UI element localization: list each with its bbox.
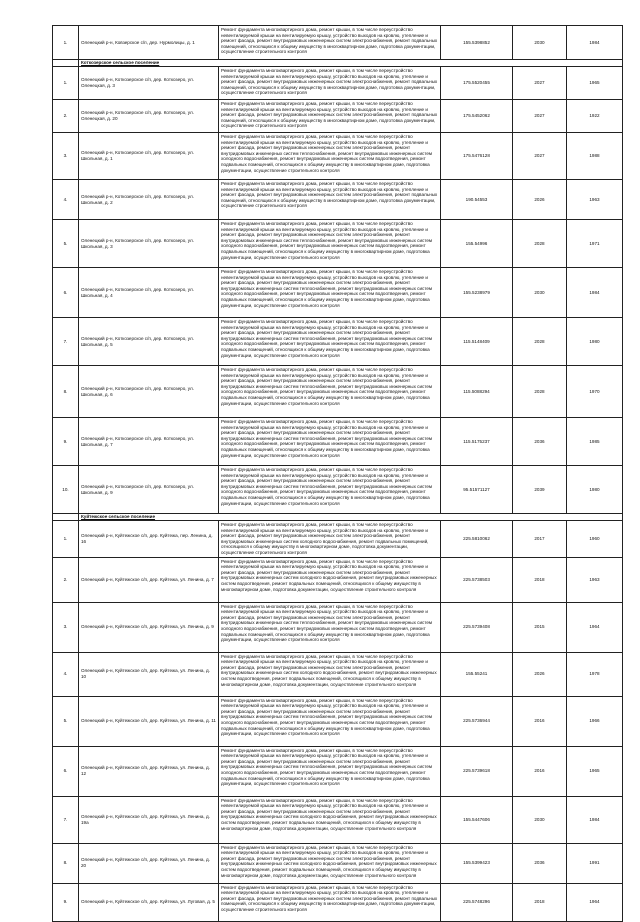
address-cell: Оленецкий р-н, Куйтежское с/п, дер. Куйтежа, ул. Ленина, д. 9 [79,602,219,652]
built-year-cell: 1966 [567,696,623,746]
built-year-cell: 1984 [567,796,623,843]
table-row [53,521,623,558]
table-row [53,602,623,652]
table-body [53,26,623,922]
built-year-cell: 1960 [567,521,623,558]
table-row [53,268,623,318]
cost-cell: 175.5476128 [441,133,513,180]
built-year-cell: 1980 [567,466,623,514]
built-year-cell: 1963 [567,557,623,602]
works-cell: Ремонт фундамента многоквартирного дома, ремонт крыши, в том числе переустройство невентилируемой крыши на вентилируемую крышу, устройство выходов на кровлю, утепление и ремонт фасада, ремонт внутридомовых инженерных систем электроснабжения, ремонт внутридомовых инженерных систем холодного водоснабжения, ремонт подвальных помещений, относящихся к общему имуществу в многоквартирном доме, подготовка документации, осуществление строительного контроля [219,521,441,558]
table-row [53,26,623,60]
works-cell: Ремонт фундамента многоквартирного дома, ремонт крыши, в том числе переустройство невентилируемой крыши на вентилируемую крышу, устройство выходов на кровлю, утепление и ремонт фасада, ремонт внутридомовых инженерных систем электроснабжения, ремонт внутридомовых инженерных систем теплоснабжения, ремонт внутридомовых инженерных систем холодного водоснабжения, ремонт внутридомовых инженерных систем водоотведения, ремонт подвальных помещений, относящихся к общему имуществу в многоквартирном доме, подготовка документации, осуществление строительного контроля [219,696,441,746]
row-number-cell: 1. [53,26,79,60]
table-row [53,67,623,100]
row-number-cell: 7. [53,318,79,366]
cost-cell: 225.5748296 [441,883,513,921]
cost-cell: 155.54996 [441,220,513,268]
section-header-row [53,60,623,67]
address-cell: Оленецкий р-н, Коткозерское с/п, дер. Коткозеро, ул. Школьная, д. 6 [79,366,219,418]
cost-cell: 155.5238979 [441,268,513,318]
table-row [53,318,623,366]
cost-cell: 155.5447606 [441,796,513,843]
year-cell: 2028 [513,366,567,418]
cost-cell: 155.5398852 [441,26,513,60]
works-cell: Ремонт фундамента многоквартирного дома, ремонт крыши, в том числе переустройство невентилируемой крыши на вентилируемую крышу, устройство выходов на кровлю, утепление и ремонт фасада, ремонт внутридомовых инженерных систем электроснабжения, ремонт внутридомовых инженерных систем холодного водоснабжения, ремонт внутридомовых инженерных систем водоотведения, ремонт подвальных помещений, относящихся к общему имуществу в многоквартирном доме, подготовка документации, осуществление строительного контроля [219,843,441,883]
row-number-cell: 6. [53,746,79,796]
built-year-cell: 1980 [567,318,623,366]
cost-cell: 95.51571127 [441,466,513,514]
cost-cell: 225.5739618 [441,746,513,796]
year-cell: 2030 [513,26,567,60]
table-row [53,696,623,746]
address-cell: Оленецкий р-н, Коткозерское с/п, дер. Коткозеро, ул. Школьная, д. 4 [79,268,219,318]
cost-cell: 175.5520455 [441,67,513,100]
year-cell: 2036 [513,418,567,466]
address-cell: Оленецкий р-н, Коткозерское с/п, дер. Коткозеро, ул. Оленецкая, д. 3 [79,67,219,100]
row-number-cell: 4. [53,180,79,220]
built-year-cell: 1985 [567,418,623,466]
cost-cell: 115.5088294 [441,366,513,418]
cost-cell: 225.5810062 [441,521,513,558]
row-number-cell: 2. [53,557,79,602]
table-row [53,883,623,921]
works-cell: Ремонт фундамента многоквартирного дома, ремонт крыши, в том числе переустройство невентилируемой крыши на вентилируемую крышу, устройство выходов на кровлю, утепление и ремонт фасада, ремонт внутридомовых инженерных систем электроснабжения, ремонт внутридомовых инженерных систем теплоснабжения, ремонт внутридомовых инженерных систем холодного водоснабжения, ремонт внутридомовых инженерных систем водоотведения, ремонт подвальных помещений, относящихся к общему имуществу в многоквартирном доме, подготовка документации, осуществление строительного контроля [219,366,441,418]
works-cell: Ремонт фундамента многоквартирного дома, ремонт крыши, в том числе переустройство невентилируемой крыши на вентилируемую крышу, устройство выходов на кровлю, утепление и ремонт фасада, ремонт внутридомовых инженерных систем электроснабжения, ремонт внутридомовых инженерных систем теплоснабжения, ремонт внутридомовых инженерных систем холодного водоснабжения, ремонт внутридомовых инженерных систем водоотведения, ремонт подвальных помещений, относящихся к общему имуществу в многоквартирном доме, подготовка документации, осуществление строительного контроля [219,133,441,180]
table-row [53,557,623,602]
year-cell: 2027 [513,100,567,133]
built-year-cell: 1965 [567,67,623,100]
section-title: Куйтежское сельское поселение [79,514,623,521]
row-number-cell: 1. [53,67,79,100]
address-cell: Оленецкий р-н, Ковзерское с/п, дер. Нурмолицы, д. 1 [79,26,219,60]
works-cell: Ремонт фундамента многоквартирного дома, ремонт крыши, в том числе переустройство невентилируемой крыши на вентилируемую крышу, устройство выходов на кровлю, утепление и ремонт фасада, ремонт внутридомовых инженерных систем электроснабжения, ремонт подвальных помещений, относящихся к общему имуществу в многоквартирном доме, подготовка документации, осуществление строительного контроля [219,67,441,100]
row-number-cell: 1. [53,521,79,558]
built-year-cell: 1984 [567,268,623,318]
year-cell: 2026 [513,180,567,220]
works-cell: Ремонт фундамента многоквартирного дома, ремонт крыши, в том числе переустройство невентилируемой крыши на вентилируемую крышу, устройство выходов на кровлю, утепление и ремонт фасада, ремонт внутридомовых инженерных систем электроснабжения, ремонт подвальных помещений, относящихся к общему имуществу в многоквартирном доме, подготовка документации, осуществление строительного контроля [219,100,441,133]
table-row [53,220,623,268]
row-number-cell: 5. [53,220,79,268]
built-year-cell: 1971 [567,220,623,268]
works-cell: Ремонт фундамента многоквартирного дома, ремонт крыши, в том числе переустройство невентилируемой крыши на вентилируемую крышу, устройство выходов на кровлю, утепление и ремонт фасада, ремонт внутридомовых инженерных систем электроснабжения, ремонт подвальных помещений, относящихся к общему имуществу в многоквартирном доме, подготовка документации, осуществление строительного контроля [219,883,441,921]
row-number-cell: 3. [53,133,79,180]
address-cell: Оленецкий р-н, Куйтежское с/п, дер. Куйтежа, ул. Ленина, д. 20 [79,843,219,883]
cost-cell: 225.5736944 [441,696,513,746]
year-cell: 2039 [513,466,567,514]
section-header-row [53,514,623,521]
row-number-cell: 8. [53,843,79,883]
table-row [53,746,623,796]
year-cell: 2030 [513,268,567,318]
year-cell: 2027 [513,133,567,180]
built-year-cell: 1964 [567,883,623,921]
cost-cell: 155.55241 [441,652,513,696]
year-cell: 2027 [513,67,567,100]
table-row [53,100,623,133]
address-cell: Оленецкий р-н, Куйтежское с/п, дер. Куйтежа, ул. Ленина, д. 11 [79,696,219,746]
address-cell: Оленецкий р-н, Коткозерское с/п, дер. Коткозеро, ул. Школьная, д. 5 [79,318,219,366]
address-cell: Оленецкий р-н, Куйтежское с/п, дер. Куйтежа, пер. Ленина, д. 16 [79,521,219,558]
built-year-cell: 1922 [567,100,623,133]
works-cell: Ремонт фундамента многоквартирного дома, ремонт крыши, в том числе переустройство невентилируемой крыши на вентилируемую крышу, устройство выходов на кровлю, утепление и ремонт фасада, ремонт внутридомовых инженерных систем электроснабжения, ремонт внутридомовых инженерных систем теплоснабжения, ремонт внутридомовых инженерных систем холодного водоснабжения, ремонт внутридомовых инженерных систем водоотведения, ремонт подвальных помещений, относящихся к общему имуществу в многоквартирном доме, подготовка документации, осуществление строительного контроля [219,418,441,466]
year-cell: 2030 [513,796,567,843]
works-cell: Ремонт фундамента многоквартирного дома, ремонт крыши, в том числе переустройство невентилируемой крыши на вентилируемую крышу, устройство выходов на кровлю, утепление и ремонт фасада, ремонт внутридомовых инженерных систем электроснабжения, ремонт подвальных помещений, относящихся к общему имуществу в многоквартирном доме, подготовка документации, осуществление строительного контроля [219,180,441,220]
works-cell: Ремонт фундамента многоквартирного дома, ремонт крыши, в том числе переустройство невентилируемой крыши на вентилируемую крышу, устройство выходов на кровлю, утепление и ремонт фасада, ремонт внутридомовых инженерных систем электроснабжения, ремонт внутридомовых инженерных систем холодного водоснабжения, ремонт внутридомовых инженерных систем водоотведения, ремонт подвальных помещений, относящихся к общему имуществу в многоквартирном доме, подготовка документации, осуществление строительного контроля [219,557,441,602]
row-number-cell: 6. [53,268,79,318]
address-cell: Оленецкий р-н, Куйтежское с/п, дер. Куйтежа, ул. Ленина, д. 12 [79,746,219,796]
address-cell: Оленецкий р-н, Коткозерское с/п, дер. Коткозеро, ул. Школьная, д. 1 [79,133,219,180]
cost-cell: 155.5399423 [441,843,513,883]
built-year-cell: 1970 [567,366,623,418]
built-year-cell: 1991 [567,843,623,883]
table-row [53,466,623,514]
works-cell: Ремонт фундамента многоквартирного дома, ремонт крыши, в том числе переустройство невентилируемой крыши на вентилируемую крышу, устройство выходов на кровлю, утепление и ремонт фасада, ремонт внутридомовых инженерных систем электроснабжения, ремонт подвальных помещений, относящихся к общему имуществу в многоквартирном доме, подготовка документации, осуществление строительного контроля [219,26,441,60]
year-cell: 2028 [513,318,567,366]
cost-cell: 175.5452062 [441,100,513,133]
works-cell: Ремонт фундамента многоквартирного дома, ремонт крыши, в том числе переустройство невентилируемой крыши на вентилируемую крышу, устройство выходов на кровлю, утепление и ремонт фасада, ремонт внутридомовых инженерных систем электроснабжения, ремонт внутридомовых инженерных систем теплоснабжения, ремонт внутридомовых инженерных систем холодного водоснабжения, ремонт внутридомовых инженерных систем водоотведения, ремонт подвальных помещений, относящихся к общему имуществу в многоквартирном доме, подготовка документации, осуществление строительного контроля [219,602,441,652]
works-cell: Ремонт фундамента многоквартирного дома, ремонт крыши, в том числе переустройство невентилируемой крыши на вентилируемую крышу, устройство выходов на кровлю, утепление и ремонт фасада, ремонт внутридомовых инженерных систем электроснабжения, ремонт внутридомовых инженерных систем теплоснабжения, ремонт внутридомовых инженерных систем холодного водоснабжения, ремонт внутридомовых инженерных систем водоотведения, ремонт подвальных помещений, относящихся к общему имуществу в многоквартирном доме, подготовка документации, осуществление строительного контроля [219,466,441,514]
address-cell: Оленецкий р-н, Коткозерское с/п, дер. Коткозеро, ул. Оленецкая, д. 20 [79,100,219,133]
works-cell: Ремонт фундамента многоквартирного дома, ремонт крыши, в том числе переустройство невентилируемой крыши на вентилируемую крышу, устройство выходов на кровлю, утепление и ремонт фасада, ремонт внутридомовых инженерных систем электроснабжения, ремонт внутридомовых инженерных систем холодного водоснабжения, ремонт внутридомовых инженерных систем водоотведения, ремонт подвальных помещений, относящихся к общему имуществу в многоквартирном доме, подготовка документации, осуществление строительного контроля [219,796,441,843]
built-year-cell: 1984 [567,26,623,60]
row-number-cell: 7. [53,796,79,843]
year-cell: 2015 [513,602,567,652]
built-year-cell: 1988 [567,133,623,180]
row-number-cell: 10. [53,466,79,514]
section-number-cell [53,514,79,521]
table-row [53,366,623,418]
address-cell: Оленецкий р-н, Коткозерское с/п, дер. Коткозеро, ул. Школьная, д. 9 [79,466,219,514]
works-cell: Ремонт фундамента многоквартирного дома, ремонт крыши, в том числе переустройство невентилируемой крыши на вентилируемую крышу, устройство выходов на кровлю, утепление и ремонт фасада, ремонт внутридомовых инженерных систем электроснабжения, ремонт внутридомовых инженерных систем теплоснабжения, ремонт внутридомовых инженерных систем холодного водоснабжения, ремонт внутридомовых инженерных систем водоотведения, ремонт подвальных помещений, относящихся к общему имуществу в многоквартирном доме, подготовка документации, осуществление строительного контроля [219,268,441,318]
row-number-cell: 4. [53,652,79,696]
row-number-cell: 5. [53,696,79,746]
year-cell: 2018 [513,883,567,921]
year-cell: 2028 [513,220,567,268]
built-year-cell: 1978 [567,652,623,696]
cost-cell: 190.54553 [441,180,513,220]
section-title: Коткозерское сельское поселение [79,60,623,67]
year-cell: 2026 [513,652,567,696]
cost-cell: 225.5738503 [441,557,513,602]
address-cell: Оленецкий р-н, Коткозерское с/п, дер. Коткозеро, ул. Школьная, д. 2 [79,180,219,220]
table-row [53,796,623,843]
works-cell: Ремонт фундамента многоквартирного дома, ремонт крыши, в том числе переустройство невентилируемой крыши на вентилируемую крышу, устройство выходов на кровлю, утепление и ремонт фасада, ремонт внутридомовых инженерных систем электроснабжения, ремонт внутридомовых инженерных систем теплоснабжения, ремонт внутридомовых инженерных систем холодного водоснабжения, ремонт внутридомовых инженерных систем водоотведения, ремонт подвальных помещений, относящихся к общему имуществу в многоквартирном доме, подготовка документации, осуществление строительного контроля [219,220,441,268]
row-number-cell: 2. [53,100,79,133]
table-row [53,652,623,696]
cost-cell: 115.5175237 [441,418,513,466]
row-number-cell: 3. [53,602,79,652]
table-row [53,133,623,180]
address-cell: Оленецкий р-н, Куйтежское с/п, дер. Куйтежа, ул. Ленина, д. 19а [79,796,219,843]
section-number-cell [53,60,79,67]
repair-program-table [52,25,623,922]
works-cell: Ремонт фундамента многоквартирного дома, ремонт крыши, в том числе переустройство невентилируемой крыши на вентилируемую крышу, устройство выходов на кровлю, утепление и ремонт фасада, ремонт внутридомовых инженерных систем электроснабжения, ремонт внутридомовых инженерных систем теплоснабжения, ремонт внутридомовых инженерных систем холодного водоснабжения, ремонт внутридомовых инженерных систем водоотведения, ремонт подвальных помещений, относящихся к общему имуществу в многоквартирном доме, подготовка документации, осуществление строительного контроля [219,746,441,796]
built-year-cell: 1964 [567,602,623,652]
year-cell: 2016 [513,696,567,746]
year-cell: 2017 [513,521,567,558]
address-cell: Оленецкий р-н, Коткозерское с/п, дер. Коткозеро, ул. Школьная, д. 7 [79,418,219,466]
address-cell: Оленецкий р-н, Куйтежское с/п, дер. Куйтежа, ул. Ленина, д. 7 [79,557,219,602]
table-row [53,843,623,883]
cost-cell: 225.5739408 [441,602,513,652]
address-cell: Оленецкий р-н, Куйтежское с/п, дер. Куйтежа, ул. Ленина, д. 10 [79,652,219,696]
row-number-cell: 8. [53,366,79,418]
year-cell: 2036 [513,843,567,883]
cost-cell: 115.5148409 [441,318,513,366]
year-cell: 2016 [513,746,567,796]
row-number-cell: 9. [53,883,79,921]
row-number-cell: 9. [53,418,79,466]
address-cell: Оленецкий р-н, Коткозерское с/п, дер. Коткозеро, ул. Школьная, д. 3 [79,220,219,268]
year-cell: 2018 [513,557,567,602]
table-row [53,418,623,466]
works-cell: Ремонт фундамента многоквартирного дома, ремонт крыши, в том числе переустройство невентилируемой крыши на вентилируемую крышу, устройство выходов на кровлю, утепление и ремонт фасада, ремонт внутридомовых инженерных систем электроснабжения, ремонт внутридомовых инженерных систем теплоснабжения, ремонт внутридомовых инженерных систем холодного водоснабжения, ремонт внутридомовых инженерных систем водоотведения, ремонт подвальных помещений, относящихся к общему имуществу в многоквартирном доме, подготовка документации, осуществление строительного контроля [219,318,441,366]
document-page [52,25,622,922]
address-cell: Оленецкий р-н, Куйтежское с/п, дер. Куйтежа, ул. Луговая, д. 5 [79,883,219,921]
built-year-cell: 1963 [567,180,623,220]
table-row [53,180,623,220]
works-cell: Ремонт фундамента многоквартирного дома, ремонт крыши, в том числе переустройство невентилируемой крыши на вентилируемую крышу, устройство выходов на кровлю, утепление и ремонт фасада, ремонт внутридомовых инженерных систем электроснабжения, ремонт внутридомовых инженерных систем холодного водоснабжения, ремонт внутридомовых инженерных систем водоотведения, ремонт подвальных помещений, относящихся к общему имуществу в многоквартирном доме, подготовка документации, осуществление строительного контроля [219,652,441,696]
built-year-cell: 1965 [567,746,623,796]
